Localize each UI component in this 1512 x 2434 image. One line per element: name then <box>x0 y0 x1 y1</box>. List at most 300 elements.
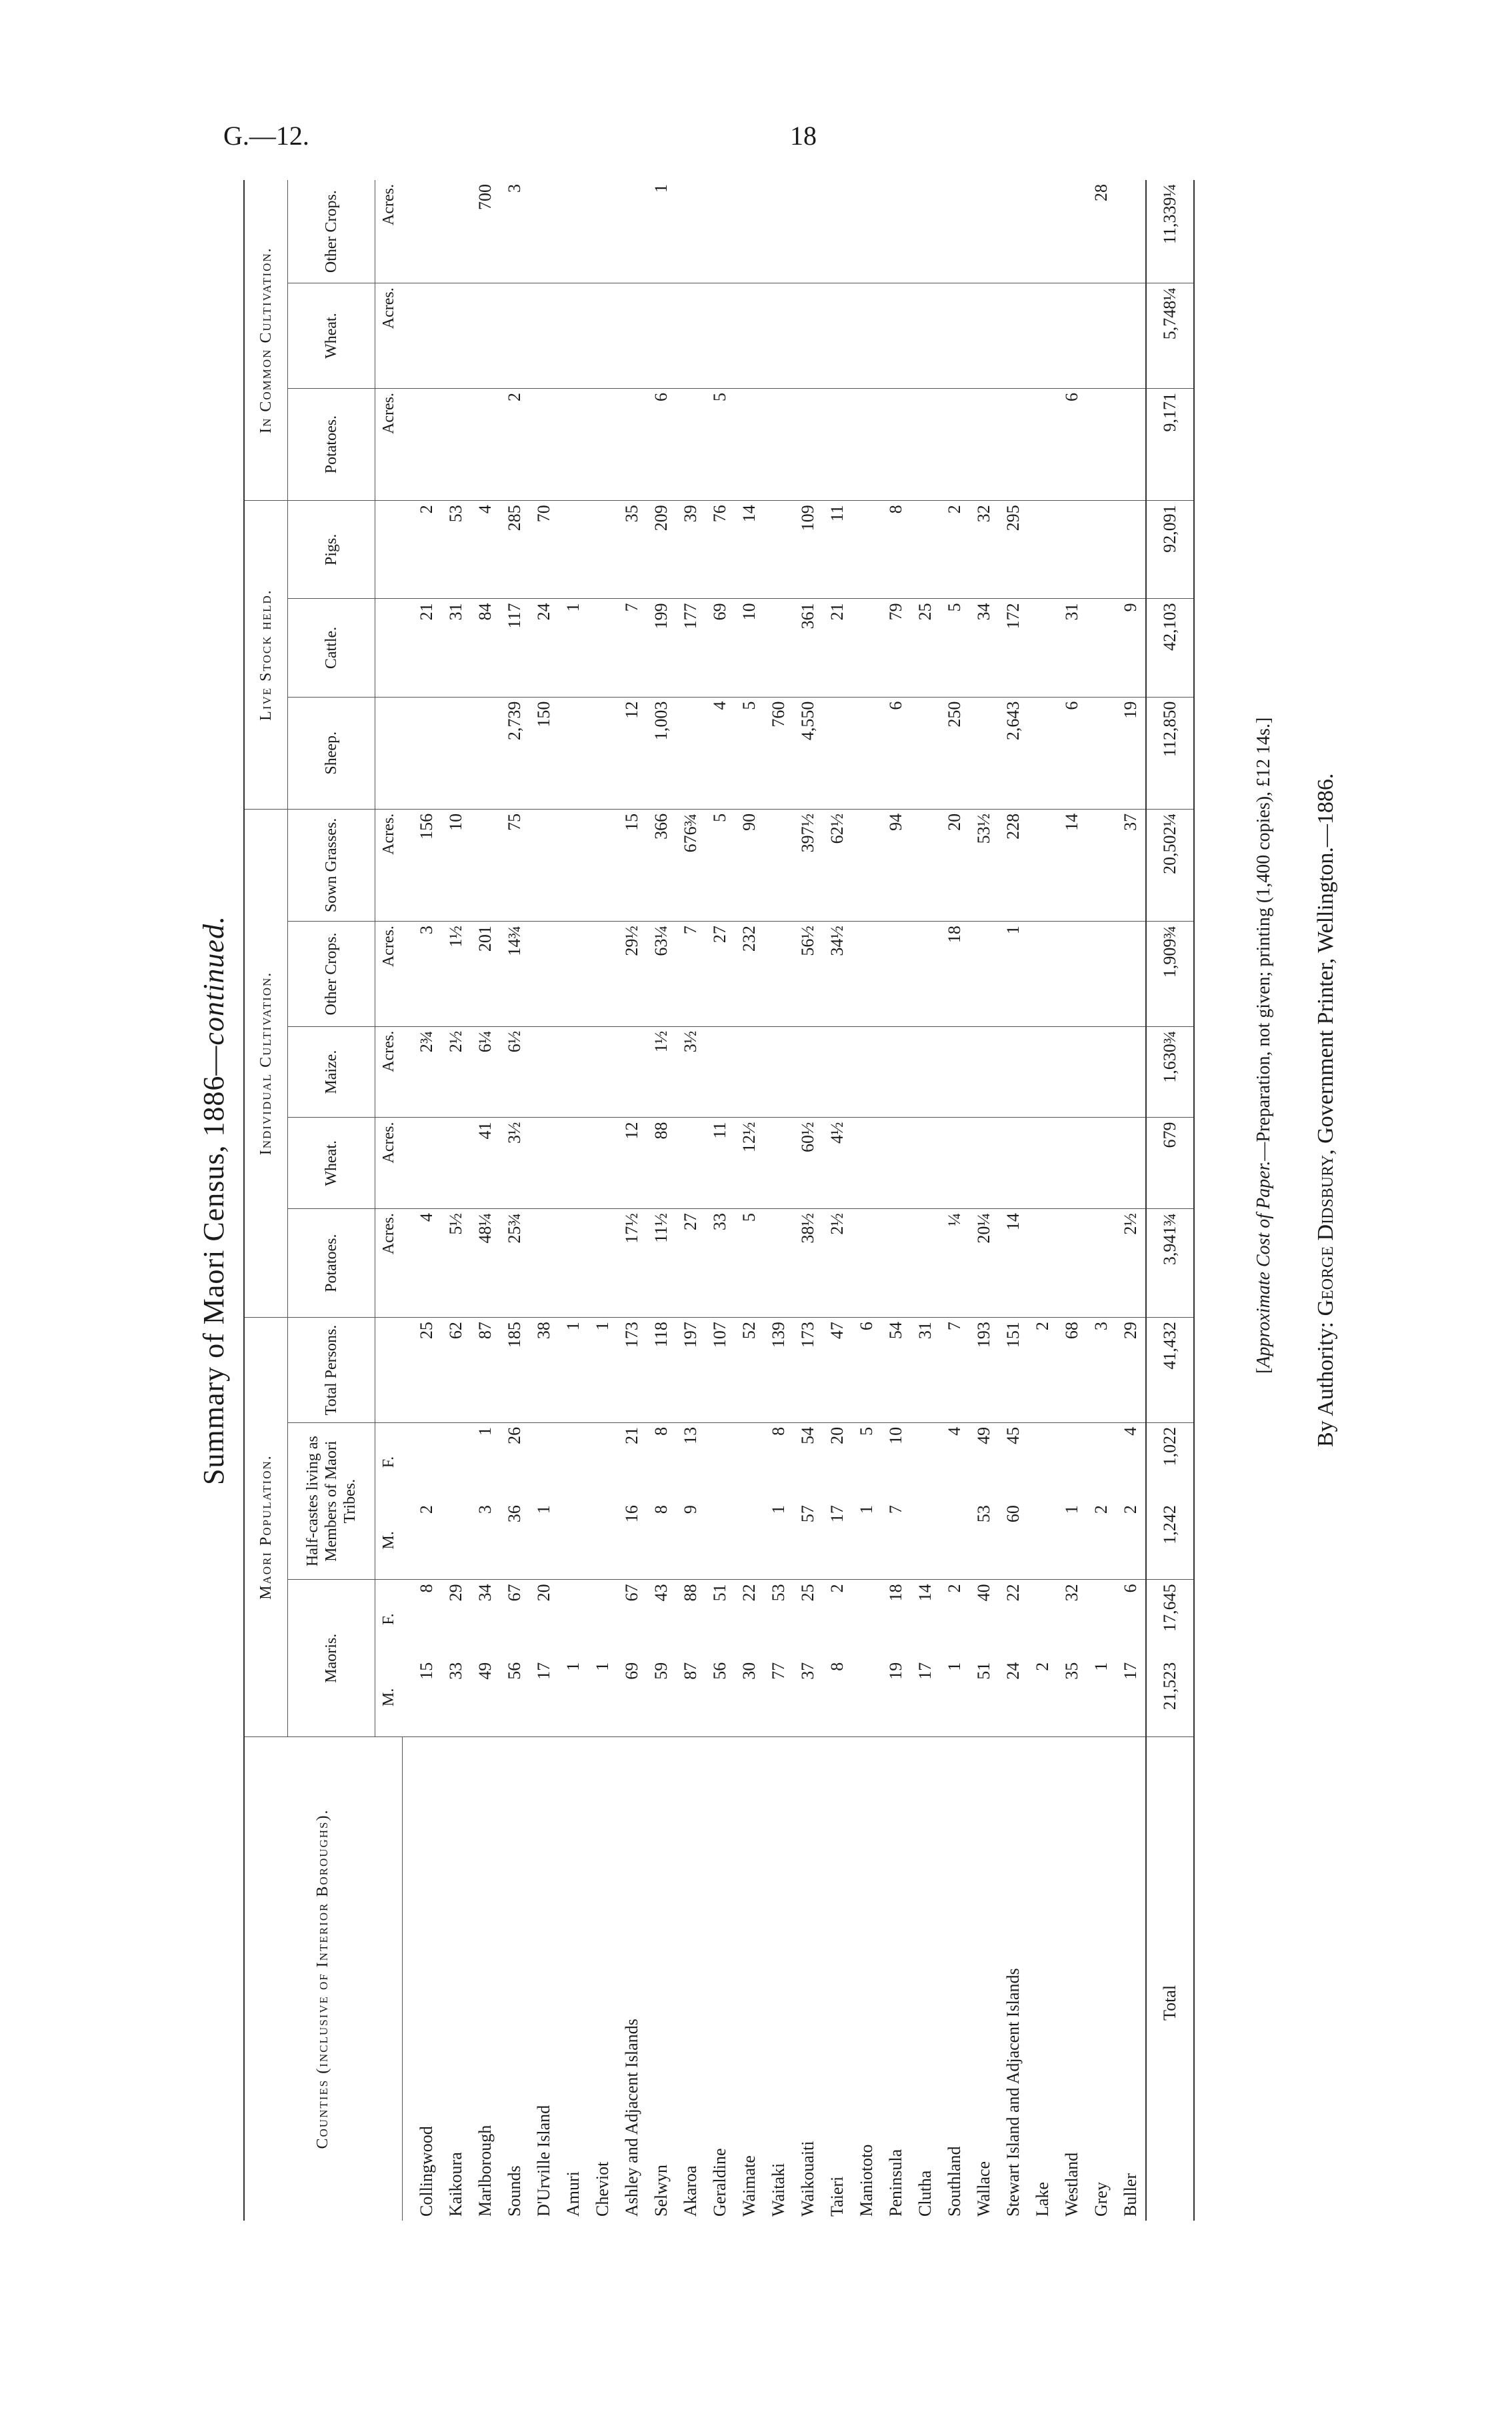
cell-common-other <box>852 180 881 283</box>
cell-wheat <box>412 1118 441 1209</box>
cell-common-other <box>1057 180 1087 283</box>
cell-pigs <box>1028 501 1057 599</box>
table-row <box>588 180 617 2221</box>
cell-halfcaste-m: 53 <box>969 1501 999 1580</box>
cell-other-crops <box>764 922 793 1027</box>
county-name <box>441 1736 471 2221</box>
page-ref: G.—12. <box>223 121 309 151</box>
cell-total-persons: 29 <box>1116 1318 1146 1423</box>
total-persons-header: Total Persons. <box>288 1318 375 1423</box>
cell-common-potatoes <box>793 388 823 500</box>
total-halfcaste-m: 1,242 <box>1146 1501 1194 1580</box>
cell-sown-grasses <box>471 809 500 921</box>
cell-common-potatoes <box>412 388 441 500</box>
cell-maori-m: 35 <box>1057 1658 1087 1737</box>
cell-pigs <box>588 501 617 599</box>
cell-sown-grasses: 5 <box>705 809 735 921</box>
cell-pigs: 70 <box>529 501 559 599</box>
cell-wheat <box>559 1118 588 1209</box>
cell-common-wheat <box>793 283 823 389</box>
unit-acres: Acres. <box>375 1209 403 1318</box>
cell-maori-f: 32 <box>1061 1584 1081 1602</box>
unit-acres: Acres. <box>375 1026 403 1118</box>
cell-maize <box>1028 1026 1057 1118</box>
cell-halfcaste-f <box>441 1422 471 1501</box>
cell-other-crops: 201 <box>471 922 500 1027</box>
table-row <box>793 180 823 2221</box>
cell-maori-f: 22 <box>1003 1584 1023 1602</box>
county-label: Sounds <box>504 2165 524 2217</box>
cell-halfcaste-f: 5 <box>856 1426 876 1436</box>
cell-common-potatoes <box>617 388 647 500</box>
cell-common-other <box>911 180 940 283</box>
totals-label: Total <box>1146 1736 1194 2221</box>
cell-sown-grasses <box>764 809 793 921</box>
cell-maori-f: 25 <box>797 1584 817 1602</box>
unit-acres: Acres. <box>375 283 403 389</box>
cell-wheat <box>1028 1118 1057 1209</box>
table-row <box>911 180 940 2221</box>
cell-halfcaste-f <box>529 1422 559 1501</box>
cell-total-persons: 6 <box>852 1318 881 1423</box>
cell-maori-m: 15 <box>412 1658 441 1737</box>
footnote-rest: —Preparation, not given; printing (1,400 copies), £12 14s. <box>1253 724 1274 1161</box>
cell-maize: 6¼ <box>471 1026 500 1118</box>
cell-common-potatoes <box>823 388 852 500</box>
cell-maori-m: 2 <box>1028 1658 1057 1737</box>
cell-maori-m: 56 <box>705 1658 735 1737</box>
cell-maori-f <box>1028 1580 1057 1658</box>
cell-wheat <box>852 1118 881 1209</box>
cell-potatoes: 17½ <box>617 1209 647 1318</box>
cell-sheep <box>852 697 881 809</box>
cell-sheep: 2,643 <box>999 697 1028 809</box>
cell-pigs <box>1087 501 1116 599</box>
cell-maize <box>793 1026 823 1118</box>
cell-cattle <box>764 599 793 697</box>
cell-halfcaste-m: 1 <box>529 1501 559 1580</box>
table-row <box>412 180 441 2221</box>
cell-maize <box>529 1026 559 1118</box>
county-name <box>1116 1736 1146 2221</box>
table-row <box>1057 180 1087 2221</box>
cell-potatoes <box>1057 1209 1087 1318</box>
sheep-header: Sheep. <box>288 697 375 809</box>
cell-common-wheat <box>735 283 764 389</box>
cell-potatoes <box>1028 1209 1057 1318</box>
cell-total-persons: 197 <box>676 1318 705 1423</box>
cell-total-persons: 31 <box>911 1318 940 1423</box>
county-label: Collingwood <box>416 2126 436 2217</box>
total-cattle: 42,103 <box>1146 599 1194 697</box>
county-name <box>764 1736 793 2221</box>
cell-cattle: 9 <box>1116 599 1146 697</box>
cell-common-potatoes <box>735 388 764 500</box>
cell-sown-grasses: 90 <box>735 809 764 921</box>
cell-cattle: 21 <box>823 599 852 697</box>
cell-other-crops: 27 <box>705 922 735 1027</box>
cell-potatoes <box>852 1209 881 1318</box>
total-persons: 41,432 <box>1146 1318 1194 1423</box>
group-header-row <box>244 180 288 2221</box>
cell-wheat: 41 <box>471 1118 500 1209</box>
cell-common-wheat <box>471 283 500 389</box>
cell-total-persons: 173 <box>793 1318 823 1423</box>
cell-maize: 2½ <box>441 1026 471 1118</box>
cell-total-persons: 62 <box>441 1318 471 1423</box>
cell-pigs <box>559 501 588 599</box>
cell-other-crops <box>969 922 999 1027</box>
cell-common-potatoes <box>1028 388 1057 500</box>
cell-sheep <box>588 697 617 809</box>
cell-halfcaste-f <box>559 1422 588 1501</box>
cell-sheep <box>823 697 852 809</box>
cell-maori-f: 14 <box>915 1584 935 1602</box>
cell-potatoes: 20¼ <box>969 1209 999 1318</box>
cell-cattle <box>1028 599 1057 697</box>
cell-sheep <box>911 697 940 809</box>
cell-sown-grasses: 366 <box>647 809 676 921</box>
cell-common-potatoes <box>940 388 969 500</box>
cell-wheat <box>1057 1118 1087 1209</box>
unit-acres: Acres. <box>375 922 403 1027</box>
cell-other-crops: 1½ <box>441 922 471 1027</box>
cell-maori-f: 34 <box>475 1584 495 1602</box>
cell-pigs: 295 <box>999 501 1028 599</box>
cell-maori-f: 51 <box>709 1584 729 1602</box>
cell-common-wheat <box>1028 283 1057 389</box>
cell-maize <box>969 1026 999 1118</box>
cell-other-crops <box>1057 922 1087 1027</box>
cell-maori-m: 69 <box>617 1658 647 1737</box>
total-halfcaste-f: 1,022 <box>1146 1422 1194 1501</box>
county-label: Ashley and Adjacent Islands <box>621 2019 641 2217</box>
cell-pigs <box>911 501 940 599</box>
table-row <box>852 180 881 2221</box>
cell-pigs: 35 <box>617 501 647 599</box>
cell-pigs: 32 <box>969 501 999 599</box>
county-name <box>881 1736 911 2221</box>
cell-sheep: 6 <box>1057 697 1087 809</box>
cell-other-crops: 14¾ <box>500 922 529 1027</box>
cell-halfcaste-m <box>559 1501 588 1580</box>
potatoes-header: Potatoes. <box>288 1209 375 1318</box>
table-row <box>940 180 969 2221</box>
total-maize: 1,630¾ <box>1146 1026 1194 1118</box>
cell-pigs <box>852 501 881 599</box>
cell-common-other <box>441 180 471 283</box>
table-row <box>881 180 911 2221</box>
cell-cattle <box>1087 599 1116 697</box>
cell-sown-grasses: 62½ <box>823 809 852 921</box>
cell-halfcaste-m: 8 <box>647 1501 676 1580</box>
cell-potatoes <box>1087 1209 1116 1318</box>
cell-common-other <box>940 180 969 283</box>
cell-total-persons: 38 <box>529 1318 559 1423</box>
cell-halfcaste-m: 60 <box>999 1501 1028 1580</box>
cell-cattle: 21 <box>412 599 441 697</box>
county-name <box>999 1736 1028 2221</box>
cell-pigs: 8 <box>881 501 911 599</box>
total-maori-f: 17,645 <box>1146 1580 1194 1658</box>
cell-halfcaste-f <box>1087 1422 1116 1501</box>
cell-maori-f: 53 <box>768 1584 788 1602</box>
cell-halfcaste-m: 9 <box>676 1501 705 1580</box>
halfcastes-header: Half-castes living as Members of Maori Tribes. <box>288 1422 375 1580</box>
cell-potatoes <box>911 1209 940 1318</box>
cell-sheep: 4 <box>705 697 735 809</box>
county-label: Marlborough <box>475 2125 495 2217</box>
cell-common-potatoes <box>529 388 559 500</box>
cell-potatoes: 5 <box>735 1209 764 1318</box>
cell-total-persons: 68 <box>1057 1318 1087 1423</box>
cell-common-other: 700 <box>471 180 500 283</box>
total-other-crops: 1,909¾ <box>1146 922 1194 1027</box>
cell-common-potatoes <box>588 388 617 500</box>
cell-sown-grasses <box>529 809 559 921</box>
cell-cattle: 24 <box>529 599 559 697</box>
cell-pigs <box>764 501 793 599</box>
cell-potatoes: 4 <box>412 1209 441 1318</box>
unit-acres: Acres. <box>375 180 403 283</box>
total-maori-m: 21,523 <box>1146 1658 1194 1737</box>
cell-wheat <box>911 1118 940 1209</box>
cell-common-wheat <box>441 283 471 389</box>
title-main: Summary of Maori Census, 1886— <box>197 1045 230 1485</box>
cell-potatoes <box>764 1209 793 1318</box>
cell-total-persons: 185 <box>500 1318 529 1423</box>
cell-sheep <box>969 697 999 809</box>
cell-halfcaste-f <box>1028 1422 1057 1501</box>
cell-pigs: 14 <box>735 501 764 599</box>
cell-cattle <box>852 599 881 697</box>
cell-maori-m: 30 <box>735 1658 764 1737</box>
cell-maize: 3½ <box>676 1026 705 1118</box>
cell-common-other: 1 <box>647 180 676 283</box>
county-label: Akaroa <box>680 2165 700 2217</box>
cell-sown-grasses: 156 <box>412 809 441 921</box>
cell-common-wheat <box>852 283 881 389</box>
cell-cattle: 84 <box>471 599 500 697</box>
cell-common-wheat <box>999 283 1028 389</box>
cell-common-wheat <box>940 283 969 389</box>
cell-common-other <box>764 180 793 283</box>
cell-cattle: 10 <box>735 599 764 697</box>
cell-maize: 1½ <box>647 1026 676 1118</box>
unit-f: F. <box>379 1456 397 1468</box>
county-name <box>412 1736 441 2221</box>
cell-wheat <box>764 1118 793 1209</box>
cell-halfcaste-f: 26 <box>504 1426 524 1444</box>
cell-wheat <box>529 1118 559 1209</box>
table-row <box>1028 180 1057 2221</box>
cell-common-potatoes <box>852 388 881 500</box>
cell-maori-m: 59 <box>647 1658 676 1737</box>
cell-common-potatoes <box>1087 388 1116 500</box>
cell-wheat: 11 <box>705 1118 735 1209</box>
cell-other-crops: 18 <box>940 922 969 1027</box>
cell-potatoes <box>559 1209 588 1318</box>
cell-halfcaste-f: 21 <box>621 1426 641 1444</box>
county-label: Grey <box>1091 2182 1111 2217</box>
census-table <box>243 180 1195 2221</box>
total-sheep: 112,850 <box>1146 697 1194 809</box>
cell-total-persons: 54 <box>881 1318 911 1423</box>
cell-common-other: 3 <box>500 180 529 283</box>
cell-maori-f: 8 <box>416 1584 436 1593</box>
cell-wheat <box>441 1118 471 1209</box>
cell-cattle: 79 <box>881 599 911 697</box>
cell-cattle: 34 <box>969 599 999 697</box>
cell-halfcaste-m: 2 <box>1116 1501 1146 1580</box>
county-name <box>617 1736 647 2221</box>
cell-maori-f: 29 <box>445 1584 465 1602</box>
county-name <box>940 1736 969 2221</box>
authority-suffix: , Government Printer, Wellington.—1886. <box>1313 773 1338 1155</box>
cell-halfcaste-f <box>735 1422 764 1501</box>
cell-pigs: 2 <box>412 501 441 599</box>
cell-cattle: 177 <box>676 599 705 697</box>
cell-pigs: 109 <box>793 501 823 599</box>
cell-pigs: 11 <box>823 501 852 599</box>
cell-cattle: 7 <box>617 599 647 697</box>
cell-common-other: 28 <box>1087 180 1116 283</box>
printer-name: George Didsbury <box>1313 1154 1338 1316</box>
unit-acres: Acres. <box>375 809 403 921</box>
cell-sown-grasses: 15 <box>617 809 647 921</box>
unit-m: M. <box>375 1658 403 1737</box>
cell-halfcaste-m <box>705 1501 735 1580</box>
county-label: Maniototo <box>856 2144 876 2217</box>
table-row <box>617 180 647 2221</box>
cell-common-other <box>412 180 441 283</box>
cell-pigs: 53 <box>441 501 471 599</box>
cell-halfcaste-m <box>588 1501 617 1580</box>
cell-maori-m: 17 <box>911 1658 940 1737</box>
cell-halfcaste-f <box>1057 1422 1087 1501</box>
cell-other-crops <box>1028 922 1057 1027</box>
cell-common-wheat <box>881 283 911 389</box>
cell-halfcaste-f: 4 <box>944 1426 964 1436</box>
cell-sheep: 2,739 <box>500 697 529 809</box>
cell-sown-grasses: 14 <box>1057 809 1087 921</box>
cell-maori-m: 1 <box>588 1658 617 1737</box>
cell-maize <box>881 1026 911 1118</box>
cell-potatoes: 2½ <box>823 1209 852 1318</box>
cell-potatoes: 11½ <box>647 1209 676 1318</box>
table-row <box>735 180 764 2221</box>
cell-halfcaste-f <box>588 1422 617 1501</box>
county-name <box>500 1736 529 2221</box>
cell-halfcaste-f: 13 <box>680 1426 700 1444</box>
cell-potatoes: 25¾ <box>500 1209 529 1318</box>
cell-total-persons: 47 <box>823 1318 852 1423</box>
cell-sown-grasses: 10 <box>441 809 471 921</box>
cell-halfcaste-f: 54 <box>797 1426 817 1444</box>
cell-other-crops <box>1116 922 1146 1027</box>
county-name <box>823 1736 852 2221</box>
cell-sheep <box>1028 697 1057 809</box>
cell-maize <box>1057 1026 1087 1118</box>
table-row <box>647 180 676 2221</box>
cell-sheep: 1,003 <box>647 697 676 809</box>
cell-halfcaste-f: 8 <box>768 1426 788 1436</box>
page-number: 18 <box>790 121 817 151</box>
live-stock-header: Live Stock held. <box>244 501 288 810</box>
cell-potatoes <box>588 1209 617 1318</box>
table-row <box>500 180 529 2221</box>
cell-maori-f <box>588 1580 617 1658</box>
county-label: Waimate <box>739 2155 759 2217</box>
cell-sown-grasses <box>588 809 617 921</box>
cell-maize <box>911 1026 940 1118</box>
county-name <box>588 1736 617 2221</box>
cell-common-other <box>969 180 999 283</box>
cell-common-potatoes: 6 <box>647 388 676 500</box>
cell-maori-m: 87 <box>676 1658 705 1737</box>
cell-sheep <box>441 697 471 809</box>
cell-other-crops: 3 <box>412 922 441 1027</box>
cell-halfcaste-m: 2 <box>1087 1501 1116 1580</box>
total-potatoes: 3,941¾ <box>1146 1209 1194 1318</box>
cell-halfcaste-f <box>911 1422 940 1501</box>
cell-other-crops: 34½ <box>823 922 852 1027</box>
cell-halfcaste-m: 2 <box>412 1501 441 1580</box>
cell-common-potatoes: 6 <box>1057 388 1087 500</box>
cell-maori-f: 67 <box>504 1584 524 1602</box>
cell-wheat: 12½ <box>735 1118 764 1209</box>
cell-other-crops <box>559 922 588 1027</box>
table-row <box>969 180 999 2221</box>
cell-maori-m: 1 <box>940 1658 969 1737</box>
cell-halfcaste-m: 3 <box>471 1501 500 1580</box>
cell-common-wheat <box>500 283 529 389</box>
cell-other-crops <box>852 922 881 1027</box>
cell-common-wheat <box>764 283 793 389</box>
cell-total-persons: 139 <box>764 1318 793 1423</box>
cell-common-potatoes <box>676 388 705 500</box>
cell-potatoes: 2½ <box>1116 1209 1146 1318</box>
cell-other-crops: 29½ <box>617 922 647 1027</box>
cell-wheat <box>881 1118 911 1209</box>
county-label: Geraldine <box>709 2148 729 2217</box>
cell-sheep <box>559 697 588 809</box>
maoris-header: Maoris. <box>288 1580 375 1737</box>
rotated-page <box>167 0 1433 2221</box>
cell-maize <box>559 1026 588 1118</box>
common-wheat-header: Wheat. <box>288 283 375 389</box>
table-row <box>705 180 735 2221</box>
cell-total-persons: 52 <box>735 1318 764 1423</box>
county-label: Stewart Island and Adjacent Islands <box>1003 1968 1023 2217</box>
county-label: D'Urville Island <box>533 2105 553 2217</box>
cell-maize <box>764 1026 793 1118</box>
cell-common-wheat <box>823 283 852 389</box>
cell-maori-m: 8 <box>823 1658 852 1737</box>
table-body <box>402 180 1146 2221</box>
cell-maize <box>999 1026 1028 1118</box>
cell-sown-grasses: 397½ <box>793 809 823 921</box>
cell-common-other <box>676 180 705 283</box>
cell-halfcaste-f: 45 <box>1003 1426 1023 1444</box>
total-common-potatoes: 9,171 <box>1146 388 1194 500</box>
cell-sheep: 6 <box>881 697 911 809</box>
cell-halfcaste-f: 20 <box>827 1426 847 1444</box>
cell-total-persons: 7 <box>940 1318 969 1423</box>
cell-maori-f: 18 <box>885 1584 905 1602</box>
cell-total-persons: 87 <box>471 1318 500 1423</box>
table-row <box>471 180 500 2221</box>
